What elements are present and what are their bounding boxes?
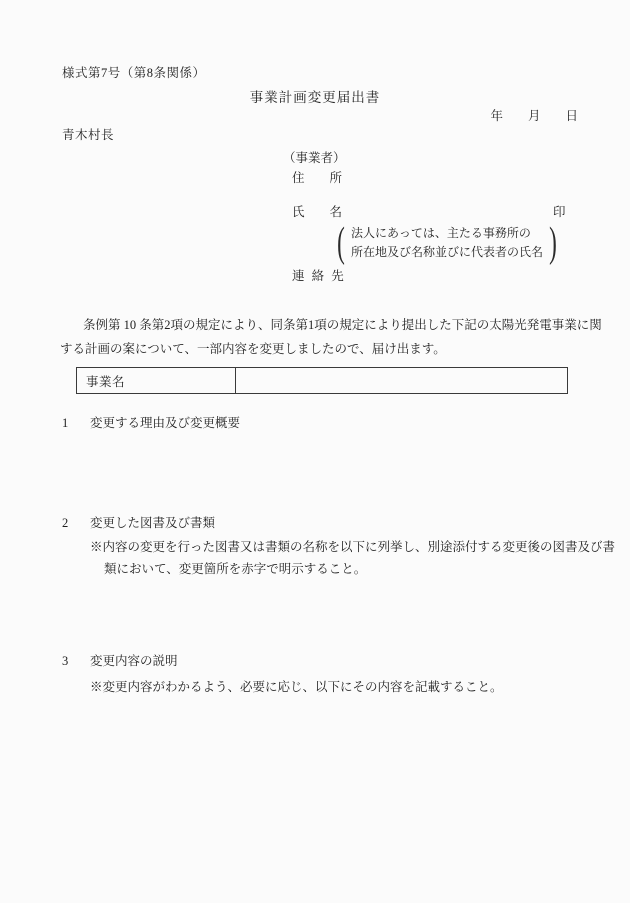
section-2-heading: 変更した図書及び書類 (90, 516, 216, 530)
corporate-note-line2: 所在地及び名称並びに代表者の氏名 (351, 245, 544, 259)
form-number-label: 様式第7号（第8条関係） (62, 66, 206, 80)
section-2-heading-row (62, 515, 215, 531)
corporate-note (334, 220, 560, 266)
section-3-heading: 変更内容の説明 (90, 654, 178, 668)
address-label: 住 所 (292, 171, 343, 185)
contact-label: 連 絡 先 (292, 269, 346, 283)
date-fill-line: 年 月 日 (490, 109, 578, 123)
section-1-heading-row (62, 415, 240, 431)
body-paragraph-line2: する計画の案について、一部内容を変更しましたので、届け出ます。 (60, 342, 446, 356)
applicant-section-label: （事業者） (283, 151, 346, 165)
addressee-label: 青木村長 (62, 128, 115, 142)
project-name-label-cell: 事業名 (77, 368, 236, 393)
section-1-heading: 変更する理由及び変更概要 (90, 416, 241, 430)
section-2-note-line2: 類において、変更箇所を赤字で明示すること。 (104, 562, 367, 576)
section-3-heading-row (62, 653, 178, 669)
project-name-table (76, 367, 568, 394)
section-3-number: 3 (62, 654, 69, 668)
name-label: 氏 名 (292, 205, 343, 219)
left-paren-glyph: ( (337, 220, 345, 266)
body-paragraph (60, 313, 602, 361)
project-name-value-cell (236, 368, 567, 393)
section-3-note-line1: ※変更内容がわかるよう、必要に応じ、以下にその内容を記載すること。 (90, 680, 503, 694)
corporate-note-text (348, 224, 546, 262)
corporate-note-line1: 法人にあっては、主たる事務所の (351, 226, 531, 240)
body-paragraph-line1: 条例第 10 条第2項の規定により、同条第1項の規定により提出した下記の太陽光発電事業に関 (83, 318, 602, 332)
section-2-note-line1: ※内容の変更を行った図書又は書類の名称を以下に列挙し、別途添付する変更後の図書及び書 (90, 540, 616, 554)
seal-mark: 印 (553, 205, 566, 219)
page-title: 事業計画変更届出書 (249, 90, 381, 105)
section-2-number: 2 (62, 516, 69, 530)
right-paren-glyph: ) (549, 220, 557, 266)
section-1-number: 1 (62, 416, 69, 430)
